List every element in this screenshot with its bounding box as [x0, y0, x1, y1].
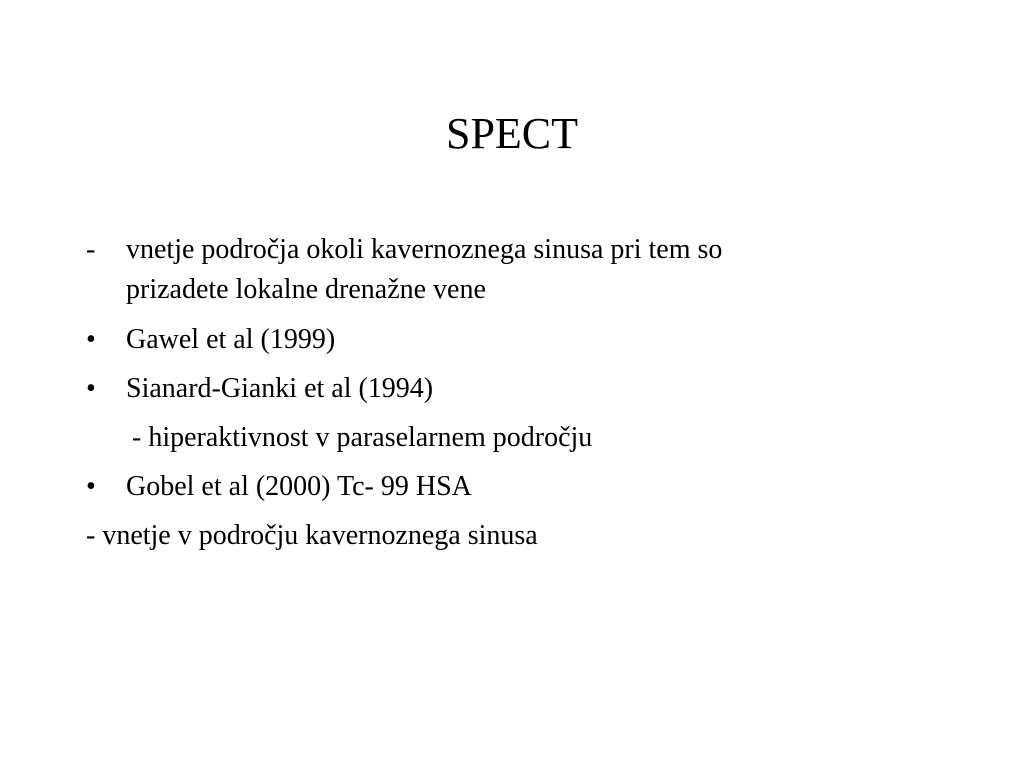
- list-item-bullet: [86, 369, 966, 409]
- list-item-text: Sianard-Gianki et al (1994): [126, 373, 434, 404]
- slide-title: SPECT: [445, 109, 579, 158]
- list-item-dash: [86, 230, 966, 310]
- dash-marker: -: [86, 234, 96, 265]
- list-item-text-line-2: prizadete lokalne drenažne vene: [126, 274, 486, 305]
- bullet-marker: •: [86, 324, 96, 355]
- bullet-marker: •: [86, 373, 96, 404]
- list-item-text: Gobel et al (2000) Tc- 99 HSA: [126, 471, 472, 502]
- list-item-bullet: [86, 467, 966, 507]
- sub-item-text: - hiperaktivnost v paraselarnem področju: [132, 422, 593, 453]
- list-item-text-line-1: vnetje področja okoli kavernoznega sinusa pri tem so: [126, 234, 723, 265]
- list-item-text: Gawel et al (1999): [126, 324, 336, 355]
- list-item-bullet: [86, 320, 966, 360]
- plain-line-text: - vnetje v področju kavernoznega sinusa: [86, 520, 538, 551]
- bullet-marker: •: [86, 471, 96, 502]
